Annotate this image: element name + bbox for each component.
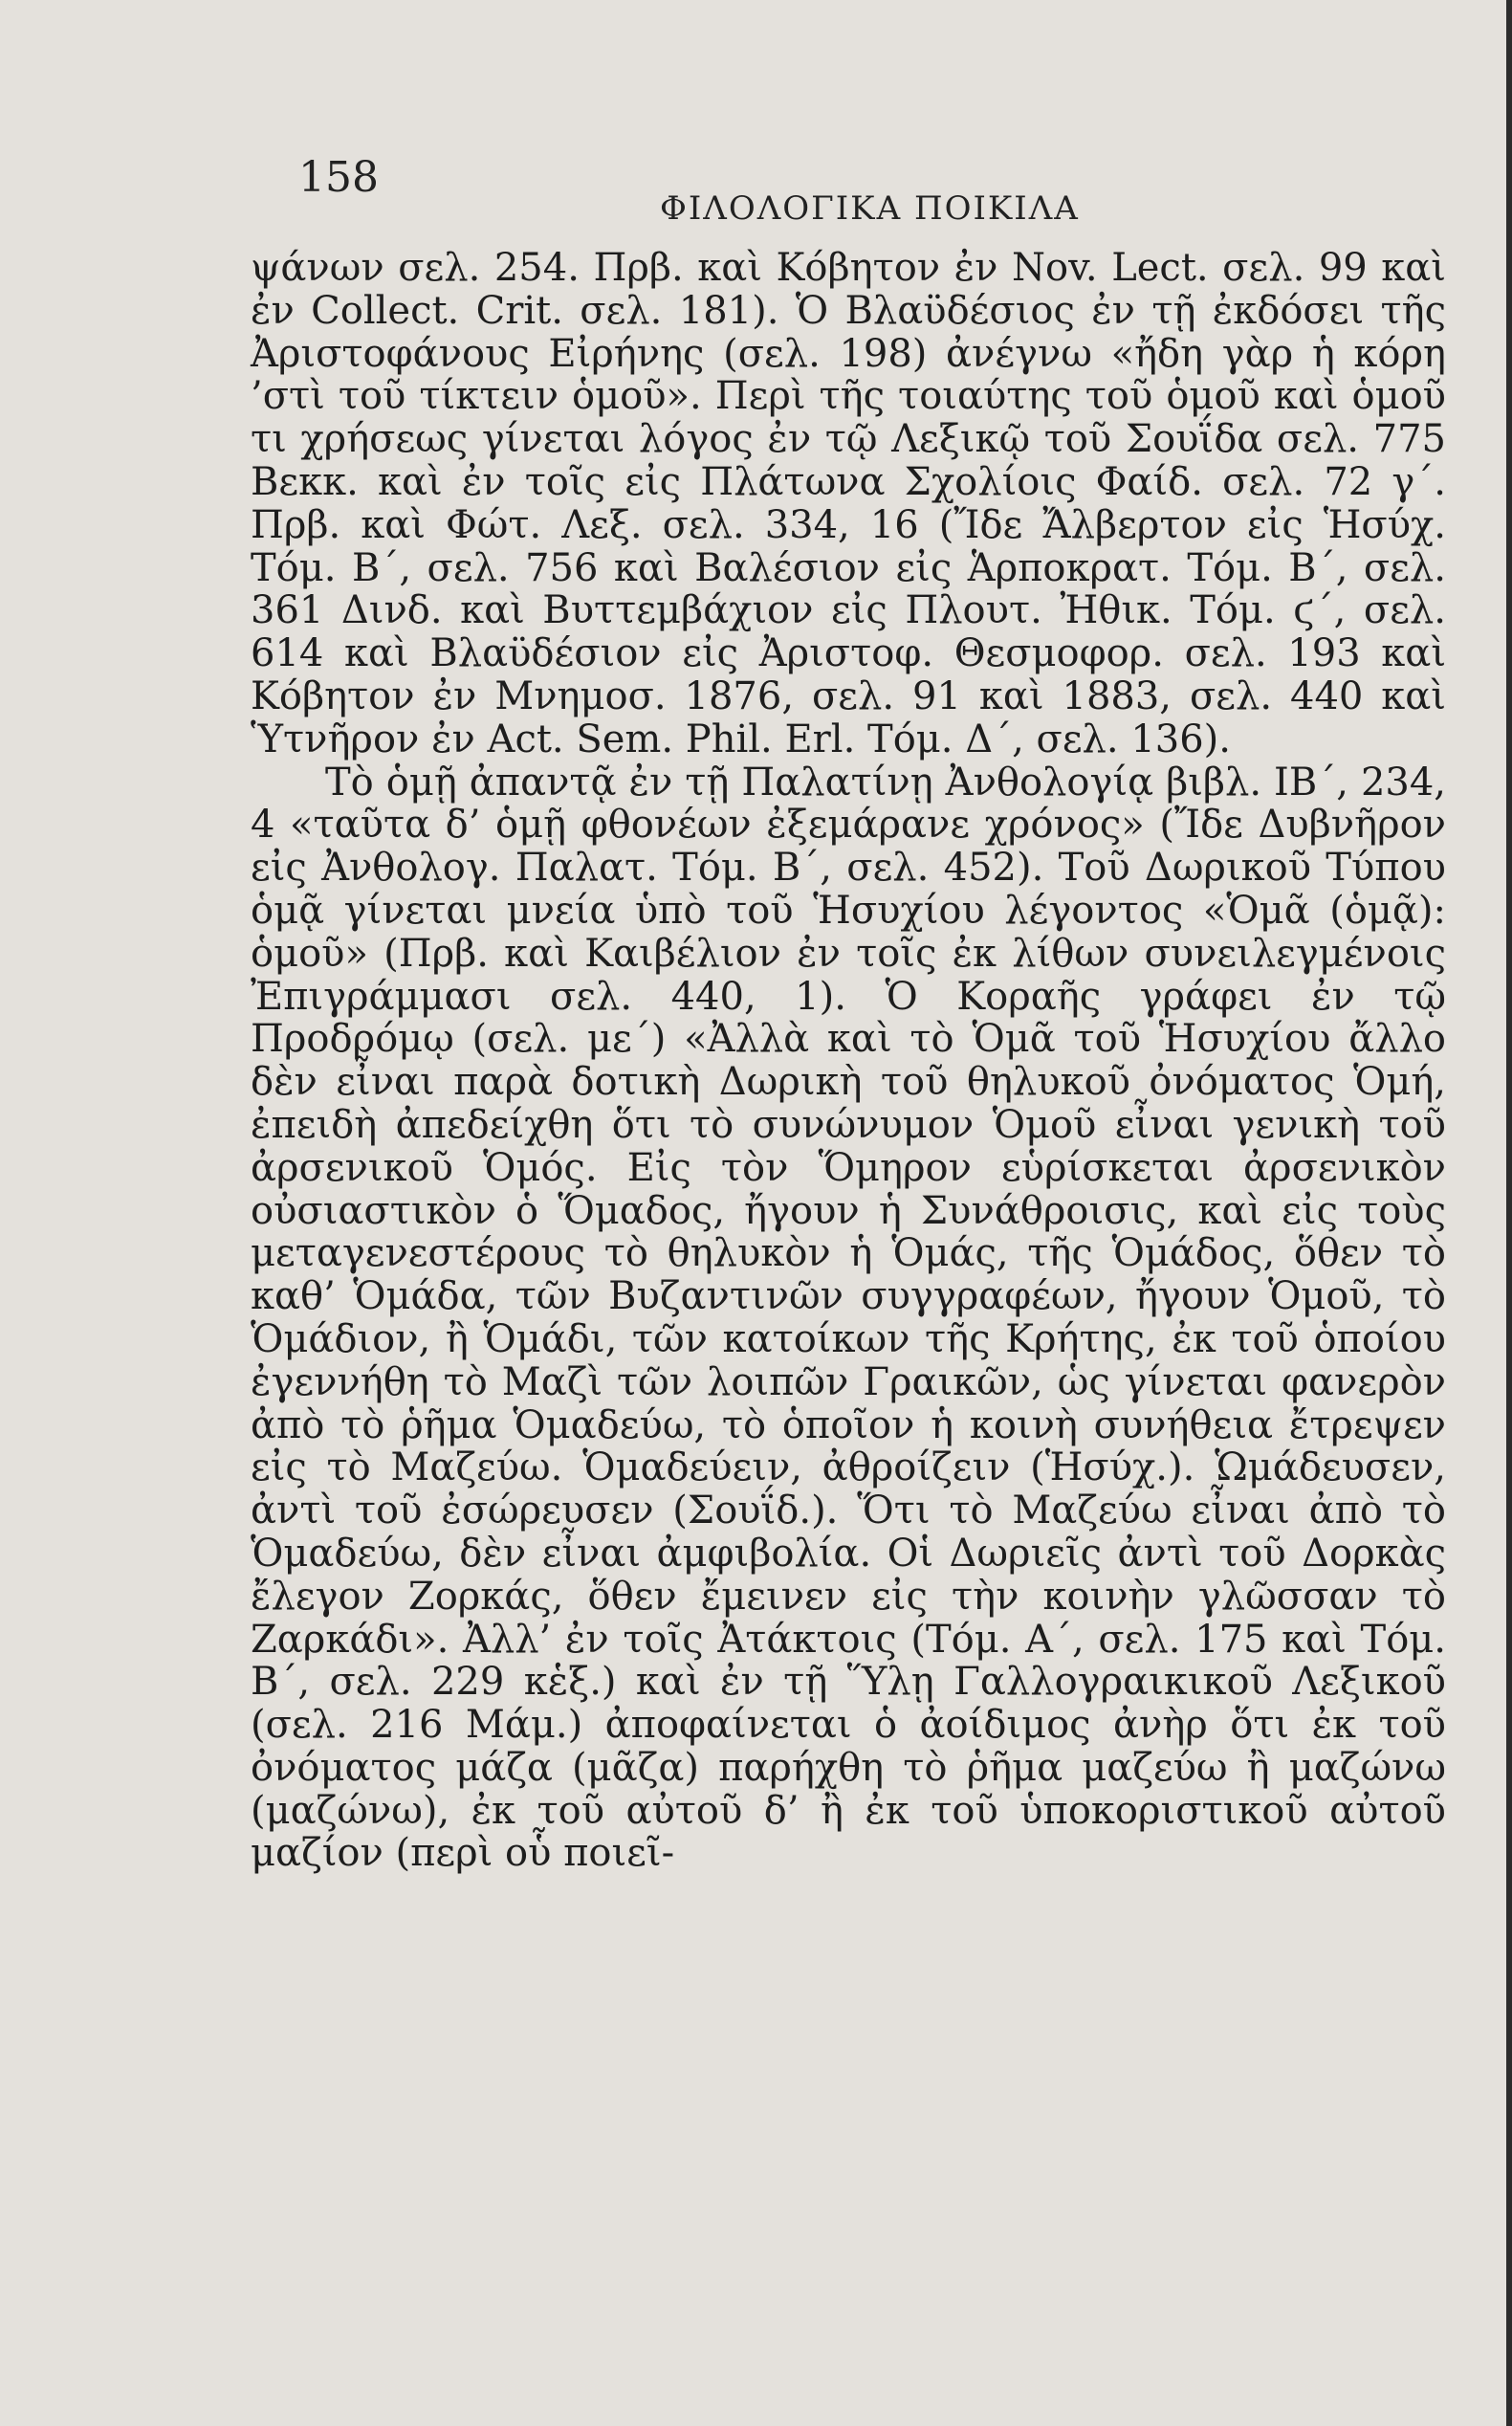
page-number: 158: [298, 153, 379, 202]
paragraph-2: Τὸ ὁμῇ ἀπαντᾷ ἐν τῇ Παλατίνῃ Ἀνθολογίᾳ βιβλ. ΙΒ΄, 234, 4 «ταῦτα δ’ ὁμῇ φθονέων ἐξεμάρανε χρόνος» (Ἴδε Δυβνῆρον εἰς Ἀνθολογ. Παλατ. Τόμ. Β΄, σελ. 452). Τοῦ Δωρικοῦ Τύπου ὁμᾷ γίνεται μνεία ὑπὸ τοῦ Ἡσυχίου λέγοντος «Ὁμᾶ (ὁμᾷ): ὁμοῦ» (Πρβ. καὶ Καιβέλιον ἐν τοῖς ἐκ λίθων συνειλεγμένοις Ἐπιγράμμασι σελ. 440, 1). Ὁ Κοραῆς γράφει ἐν τῷ Προδρόμῳ (σελ. με΄) «Ἀλλὰ καὶ τὸ Ὁμᾶ τοῦ Ἡσυχίου ἄλλο δὲν εἶναι παρὰ δοτικὴ Δωρικὴ τοῦ θηλυκοῦ ὀνόματος Ὁμή, ἐπειδὴ ἀπεδείχθη ὅτι τὸ συνώνυμον Ὁμοῦ εἶναι γενικὴ τοῦ ἀρσενικοῦ Ὁμός. Εἰς τὸν Ὅμηρον εὑρίσκεται ἀρσενικὸν οὐσιαστικὸν ὁ Ὅμαδος, ἤγουν ἡ Συνάθροισις, καὶ εἰς τοὺς μεταγενεστέρους τὸ θηλυκὸν ἡ Ὁμάς, τῆς Ὁμάδος, ὅθεν τὸ καθ’ Ὁμάδα, τῶν Βυζαντινῶν συγγραφέων, ἤγουν Ὁμοῦ, τὸ Ὁμάδιον, ἢ Ὁμάδι, τῶν κατοίκων τῆς Κρήτης, ἐκ τοῦ ὁποίου ἐγεννήθη τὸ Μαζὶ τῶν λοιπῶν Γραικῶν, ὡς γίνεται φανερὸν ἀπὸ τὸ ῥῆμα Ὁμαδεύω, τὸ ὁποῖον ἡ κοινὴ συνήθεια ἔτρεψεν εἰς τὸ Μαζεύω. Ὁμαδεύειν, ἀθροίζειν (Ἡσύχ.). Ὡμάδευσεν, ἀντὶ τοῦ ἐσώρευσεν (Σουΐδ.). Ὅτι τὸ Μαζεύω εἶναι ἀπὸ τὸ Ὁμαδεύω, δὲν εἶναι ἀμφιβολία. Οἱ Δωριεῖς ἀντὶ τοῦ Δορκὰς ἔλεγον Ζορκάς, ὅθεν ἔμεινεν εἰς τὴν κοινὴν γλῶσσαν τὸ Ζαρκάδι». Ἀλλ’ ἐν τοῖς Ἀτάκτοις (Τόμ. Α΄, σελ. 175 καὶ Τόμ. Β΄, σελ. 229 κἑξ.) καὶ ἐν τῇ Ὕλῃ Γαλλογραικικοῦ Λεξικοῦ (σελ. 216 Μάμ.) ἀποφαίνεται ὁ ἀοίδιμος ἀνὴρ ὅτι ἐκ τοῦ ὀνόματος μάζα (μᾶζα) παρήχθη τὸ ῥῆμα μαζεύω ἢ μαζώνω (μαζώνω), ἐκ τοῦ αὐτοῦ δ’ ἢ ἐκ τοῦ ὑποκοριστικοῦ αὐτοῦ μαζίον (περὶ οὗ ποιεῖ-: [251, 760, 1446, 1876]
scan-edge: [1506, 0, 1512, 2426]
page-header: [0, 153, 1512, 230]
body-text: [251, 247, 1446, 1875]
running-title: ΦΙΛΟΛΟΓΙΚΑ ΠΟΙΚΙΛΑ: [660, 189, 1080, 228]
paragraph-1: ψάνων σελ. 254. Πρβ. καὶ Κόβητον ἐν Nov. Lect. σελ. 99 καὶ ἐν Collect. Crit. σελ. 181). Ὁ Βλαϋδέσιος ἐν τῇ ἐκδόσει τῆς Ἀριστοφάνους Εἰρήνης (σελ. 198) ἀνέγνω «ἤδη γὰρ ἡ κόρη ’στὶ τοῦ τίκτειν ὁμοῦ». Περὶ τῆς τοιαύτης τοῦ ὁμοῦ καὶ ὁμοῦ τι χρήσεως γίνεται λόγος ἐν τῷ Λεξικῷ τοῦ Σουΐδα σελ. 775 Βεκκ. καὶ ἐν τοῖς εἰς Πλάτωνα Σχολίοις Φαίδ. σελ. 72 γ΄. Πρβ. καὶ Φώτ. Λεξ. σελ. 334, 16 (Ἴδε Ἄλβερτον εἰς Ἡσύχ. Τόμ. Β΄, σελ. 756 καὶ Βαλέσιον εἰς Ἁρποκρατ. Τόμ. Β΄, σελ. 361 Δινδ. καὶ Βυττεμβάχιον εἰς Πλουτ. Ἠθικ. Τόμ. ϛ΄, σελ. 614 καὶ Βλαϋδέσιον εἰς Ἀριστοφ. Θεσμοφορ. σελ. 193 καὶ Κόβητον ἐν Μνημοσ. 1876, σελ. 91 καὶ 1883, σελ. 440 καὶ Ὑτνῆρον ἐν Act. Sem. Phil. Erl. Τόμ. Δ΄, σελ. 136).: [251, 246, 1446, 761]
